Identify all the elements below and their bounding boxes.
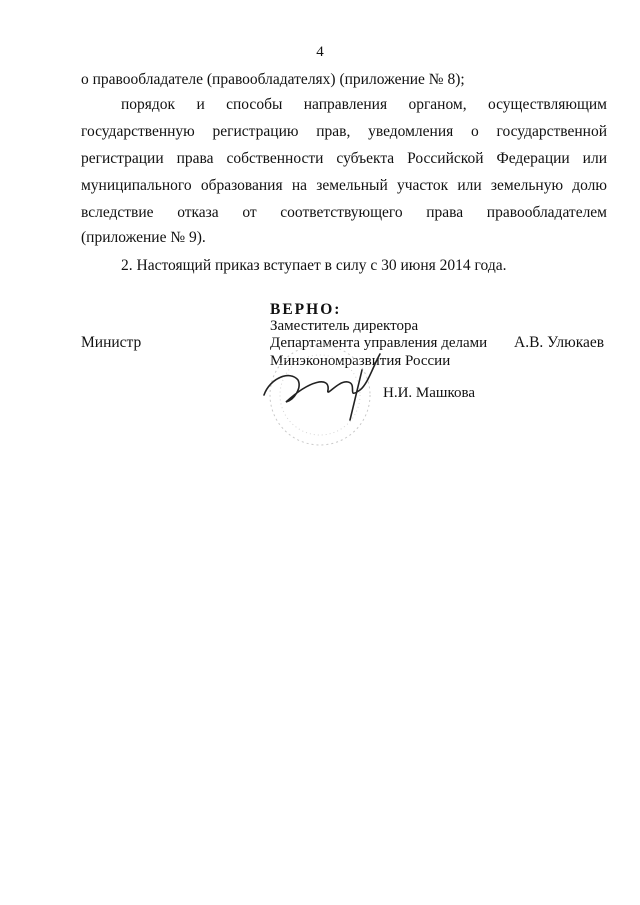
paragraph-line-7: (приложение № 9). [81, 229, 206, 246]
verno-label: ВЕРНО: [270, 301, 342, 318]
cert-position-line-3: Минэкономразвития России [270, 353, 451, 369]
paragraph-line-5: муниципального образования на земельный участок или земельную долю [81, 177, 607, 194]
cert-position-line-2: Департамента управления делами [270, 335, 488, 351]
paragraph-line-4: регистрации права собственности субъекта Российской Федерации или [81, 150, 607, 167]
cert-name: Н.И. Машкова [383, 385, 476, 401]
minister-label: Министр [81, 334, 142, 351]
minister-name: А.В. Улюкаев [514, 334, 605, 351]
paragraph-item-2: 2. Настоящий приказ вступает в силу с 30 июня 2014 года. [121, 257, 507, 274]
page-number: 4 [316, 44, 324, 60]
paragraph-line-3: государственную регистрацию прав, уведомления о государственной [81, 123, 607, 140]
paragraph-line-1: о правообладателе (правообладателях) (приложение № 8); [81, 71, 465, 88]
cert-position-line-1: Заместитель директора [270, 318, 419, 334]
paragraph-line-2: порядок и способы направления органом, осуществляющим [121, 96, 607, 113]
paragraph-line-6: вследствие отказа от соответствующего права правообладателем [81, 204, 607, 221]
